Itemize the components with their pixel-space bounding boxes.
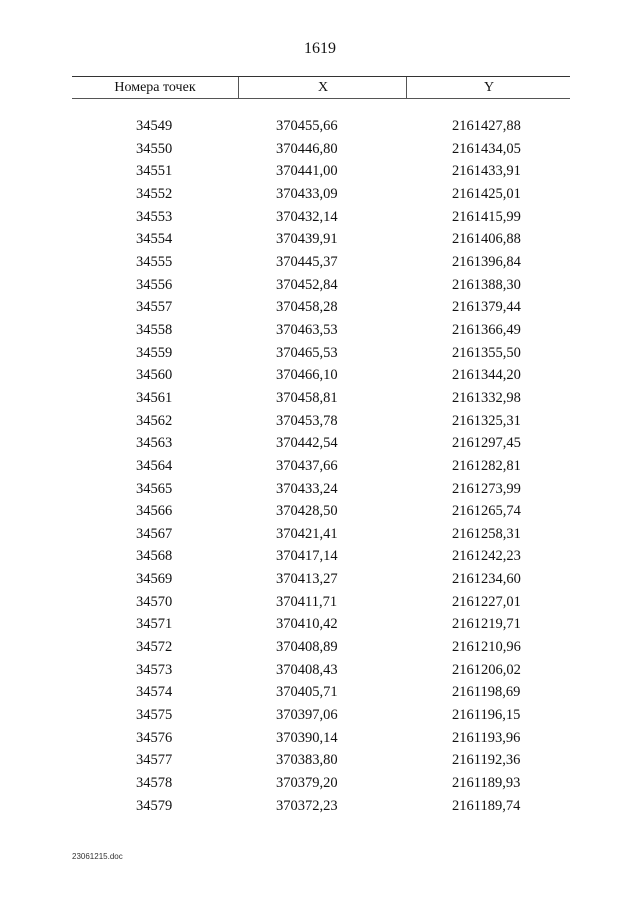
x-coordinate-cell: 370466,10	[276, 367, 338, 384]
table-header	[72, 76, 570, 99]
y-coordinate-cell: 2161206,02	[452, 661, 521, 678]
x-coordinate-cell: 370408,89	[276, 639, 338, 656]
point-number-cell: 34576	[136, 729, 173, 746]
y-coordinate-cell: 2161433,91	[452, 163, 521, 180]
y-coordinate-cell: 2161198,69	[452, 684, 521, 701]
x-coordinate-cell: 370437,66	[276, 457, 338, 474]
x-coordinate-cell: 370441,00	[276, 163, 338, 180]
table-row	[72, 274, 570, 297]
point-number-cell: 34575	[136, 707, 173, 724]
x-coordinate-cell: 370446,80	[276, 140, 338, 157]
y-coordinate-cell: 2161325,31	[452, 412, 521, 429]
x-coordinate-cell: 370458,81	[276, 389, 338, 406]
y-coordinate-cell: 2161379,44	[452, 299, 521, 316]
table-row	[72, 500, 570, 523]
y-coordinate-cell: 2161282,81	[452, 457, 521, 474]
x-coordinate-cell: 370432,14	[276, 208, 338, 225]
table-row	[72, 228, 570, 251]
y-coordinate-cell: 2161415,99	[452, 208, 521, 225]
table-row	[72, 681, 570, 704]
table-row	[72, 364, 570, 387]
point-number-cell: 34569	[136, 571, 173, 588]
x-coordinate-cell: 370413,27	[276, 571, 338, 588]
y-coordinate-cell: 2161227,01	[452, 593, 521, 610]
point-number-cell: 34561	[136, 389, 173, 406]
y-coordinate-cell: 2161332,98	[452, 389, 521, 406]
table-row	[72, 523, 570, 546]
point-number-cell: 34567	[136, 525, 173, 542]
table-row	[72, 455, 570, 478]
point-number-cell: 34562	[136, 412, 173, 429]
y-coordinate-cell: 2161234,60	[452, 571, 521, 588]
table-body	[72, 115, 570, 817]
table-row	[72, 659, 570, 682]
point-number-cell: 34557	[136, 299, 173, 316]
table-row	[72, 545, 570, 568]
table-row	[72, 795, 570, 818]
x-coordinate-cell: 370411,71	[276, 593, 338, 610]
x-coordinate-cell: 370433,24	[276, 480, 338, 497]
table-row	[72, 704, 570, 727]
y-coordinate-cell: 2161427,88	[452, 118, 521, 134]
table-row	[72, 727, 570, 750]
y-coordinate-cell: 2161355,50	[452, 344, 521, 361]
header-y: Y	[406, 77, 571, 98]
point-number-cell: 34579	[136, 797, 173, 814]
y-coordinate-cell: 2161242,23	[452, 548, 521, 565]
x-coordinate-cell: 370439,91	[276, 231, 338, 248]
x-coordinate-cell: 370463,53	[276, 321, 338, 338]
x-coordinate-cell: 370410,42	[276, 616, 338, 633]
point-number-cell: 34554	[136, 231, 173, 248]
x-coordinate-cell: 370397,06	[276, 707, 338, 724]
y-coordinate-cell: 2161366,49	[452, 321, 521, 338]
y-coordinate-cell: 2161434,05	[452, 140, 521, 157]
table-row	[72, 251, 570, 274]
y-coordinate-cell: 2161388,30	[452, 276, 521, 293]
point-number-cell: 34551	[136, 163, 173, 180]
table-row	[72, 160, 570, 183]
point-number-cell: 34555	[136, 253, 173, 270]
table-row	[72, 772, 570, 795]
point-number-cell: 34556	[136, 276, 173, 293]
y-coordinate-cell: 2161192,36	[452, 752, 521, 769]
x-coordinate-cell: 370390,14	[276, 729, 338, 746]
point-number-cell: 34560	[136, 367, 173, 384]
x-coordinate-cell: 370417,14	[276, 548, 338, 565]
point-number-cell: 34572	[136, 639, 173, 656]
point-number-cell: 34552	[136, 185, 173, 202]
x-coordinate-cell: 370408,43	[276, 661, 338, 678]
y-coordinate-cell: 2161273,99	[452, 480, 521, 497]
table-row	[72, 206, 570, 229]
y-coordinate-cell: 2161189,93	[452, 775, 521, 792]
table-row	[72, 296, 570, 319]
x-coordinate-cell: 370421,41	[276, 525, 338, 542]
x-coordinate-cell: 370465,53	[276, 344, 338, 361]
point-number-cell: 34565	[136, 480, 173, 497]
header-x: X	[238, 77, 407, 98]
y-coordinate-cell: 2161396,84	[452, 253, 521, 270]
x-coordinate-cell: 370383,80	[276, 752, 338, 769]
table-row	[72, 478, 570, 501]
y-coordinate-cell: 2161219,71	[452, 616, 521, 633]
point-number-cell: 34571	[136, 616, 173, 633]
y-coordinate-cell: 2161189,74	[452, 797, 521, 814]
table-row	[72, 432, 570, 455]
y-coordinate-cell: 2161344,20	[452, 367, 521, 384]
table-row	[72, 183, 570, 206]
table-row	[72, 138, 570, 161]
table-row	[72, 591, 570, 614]
x-coordinate-cell: 370452,84	[276, 276, 338, 293]
y-coordinate-cell: 2161196,15	[452, 707, 521, 724]
table-row	[72, 613, 570, 636]
point-number-cell: 34566	[136, 503, 173, 520]
header-point-numbers: Номера точек	[114, 80, 196, 95]
point-number-cell: 34578	[136, 775, 173, 792]
point-number-cell: 34568	[136, 548, 173, 565]
x-coordinate-cell: 370458,28	[276, 299, 338, 316]
document-code: 23061215.doc	[72, 852, 123, 861]
x-coordinate-cell: 370428,50	[276, 503, 338, 520]
x-coordinate-cell: 370442,54	[276, 435, 338, 452]
x-coordinate-cell: 370433,09	[276, 185, 338, 202]
y-coordinate-cell: 2161193,96	[452, 729, 521, 746]
x-coordinate-cell: 370372,23	[276, 797, 338, 814]
y-coordinate-cell: 2161258,31	[452, 525, 521, 542]
table-row	[72, 568, 570, 591]
table-row	[72, 319, 570, 342]
point-number-cell: 34563	[136, 435, 173, 452]
x-coordinate-cell: 370379,20	[276, 775, 338, 792]
x-coordinate-cell: 370445,37	[276, 253, 338, 270]
table-row	[72, 410, 570, 433]
table-row	[72, 749, 570, 772]
point-number-cell: 34553	[136, 208, 173, 225]
x-coordinate-cell: 370405,71	[276, 684, 338, 701]
y-coordinate-cell: 2161406,88	[452, 231, 521, 248]
y-coordinate-cell: 2161210,96	[452, 639, 521, 656]
point-number-cell: 34550	[136, 140, 173, 157]
point-number-cell: 34574	[136, 684, 173, 701]
table-row	[72, 636, 570, 659]
point-number-cell: 34577	[136, 752, 173, 769]
table-row	[72, 387, 570, 410]
x-coordinate-cell: 370453,78	[276, 412, 338, 429]
y-coordinate-cell: 2161425,01	[452, 185, 521, 202]
x-coordinate-cell: 370455,66	[276, 118, 338, 134]
point-number-cell: 34559	[136, 344, 173, 361]
y-coordinate-cell: 2161265,74	[452, 503, 521, 520]
y-coordinate-cell: 2161297,45	[452, 435, 521, 452]
point-number-cell: 34549	[136, 118, 173, 134]
point-number-cell: 34558	[136, 321, 173, 338]
table-row	[72, 342, 570, 365]
point-number-cell: 34573	[136, 661, 173, 678]
page-number: 1619	[304, 40, 336, 57]
point-number-cell: 34564	[136, 457, 173, 474]
point-number-cell: 34570	[136, 593, 173, 610]
table-row	[72, 115, 570, 138]
